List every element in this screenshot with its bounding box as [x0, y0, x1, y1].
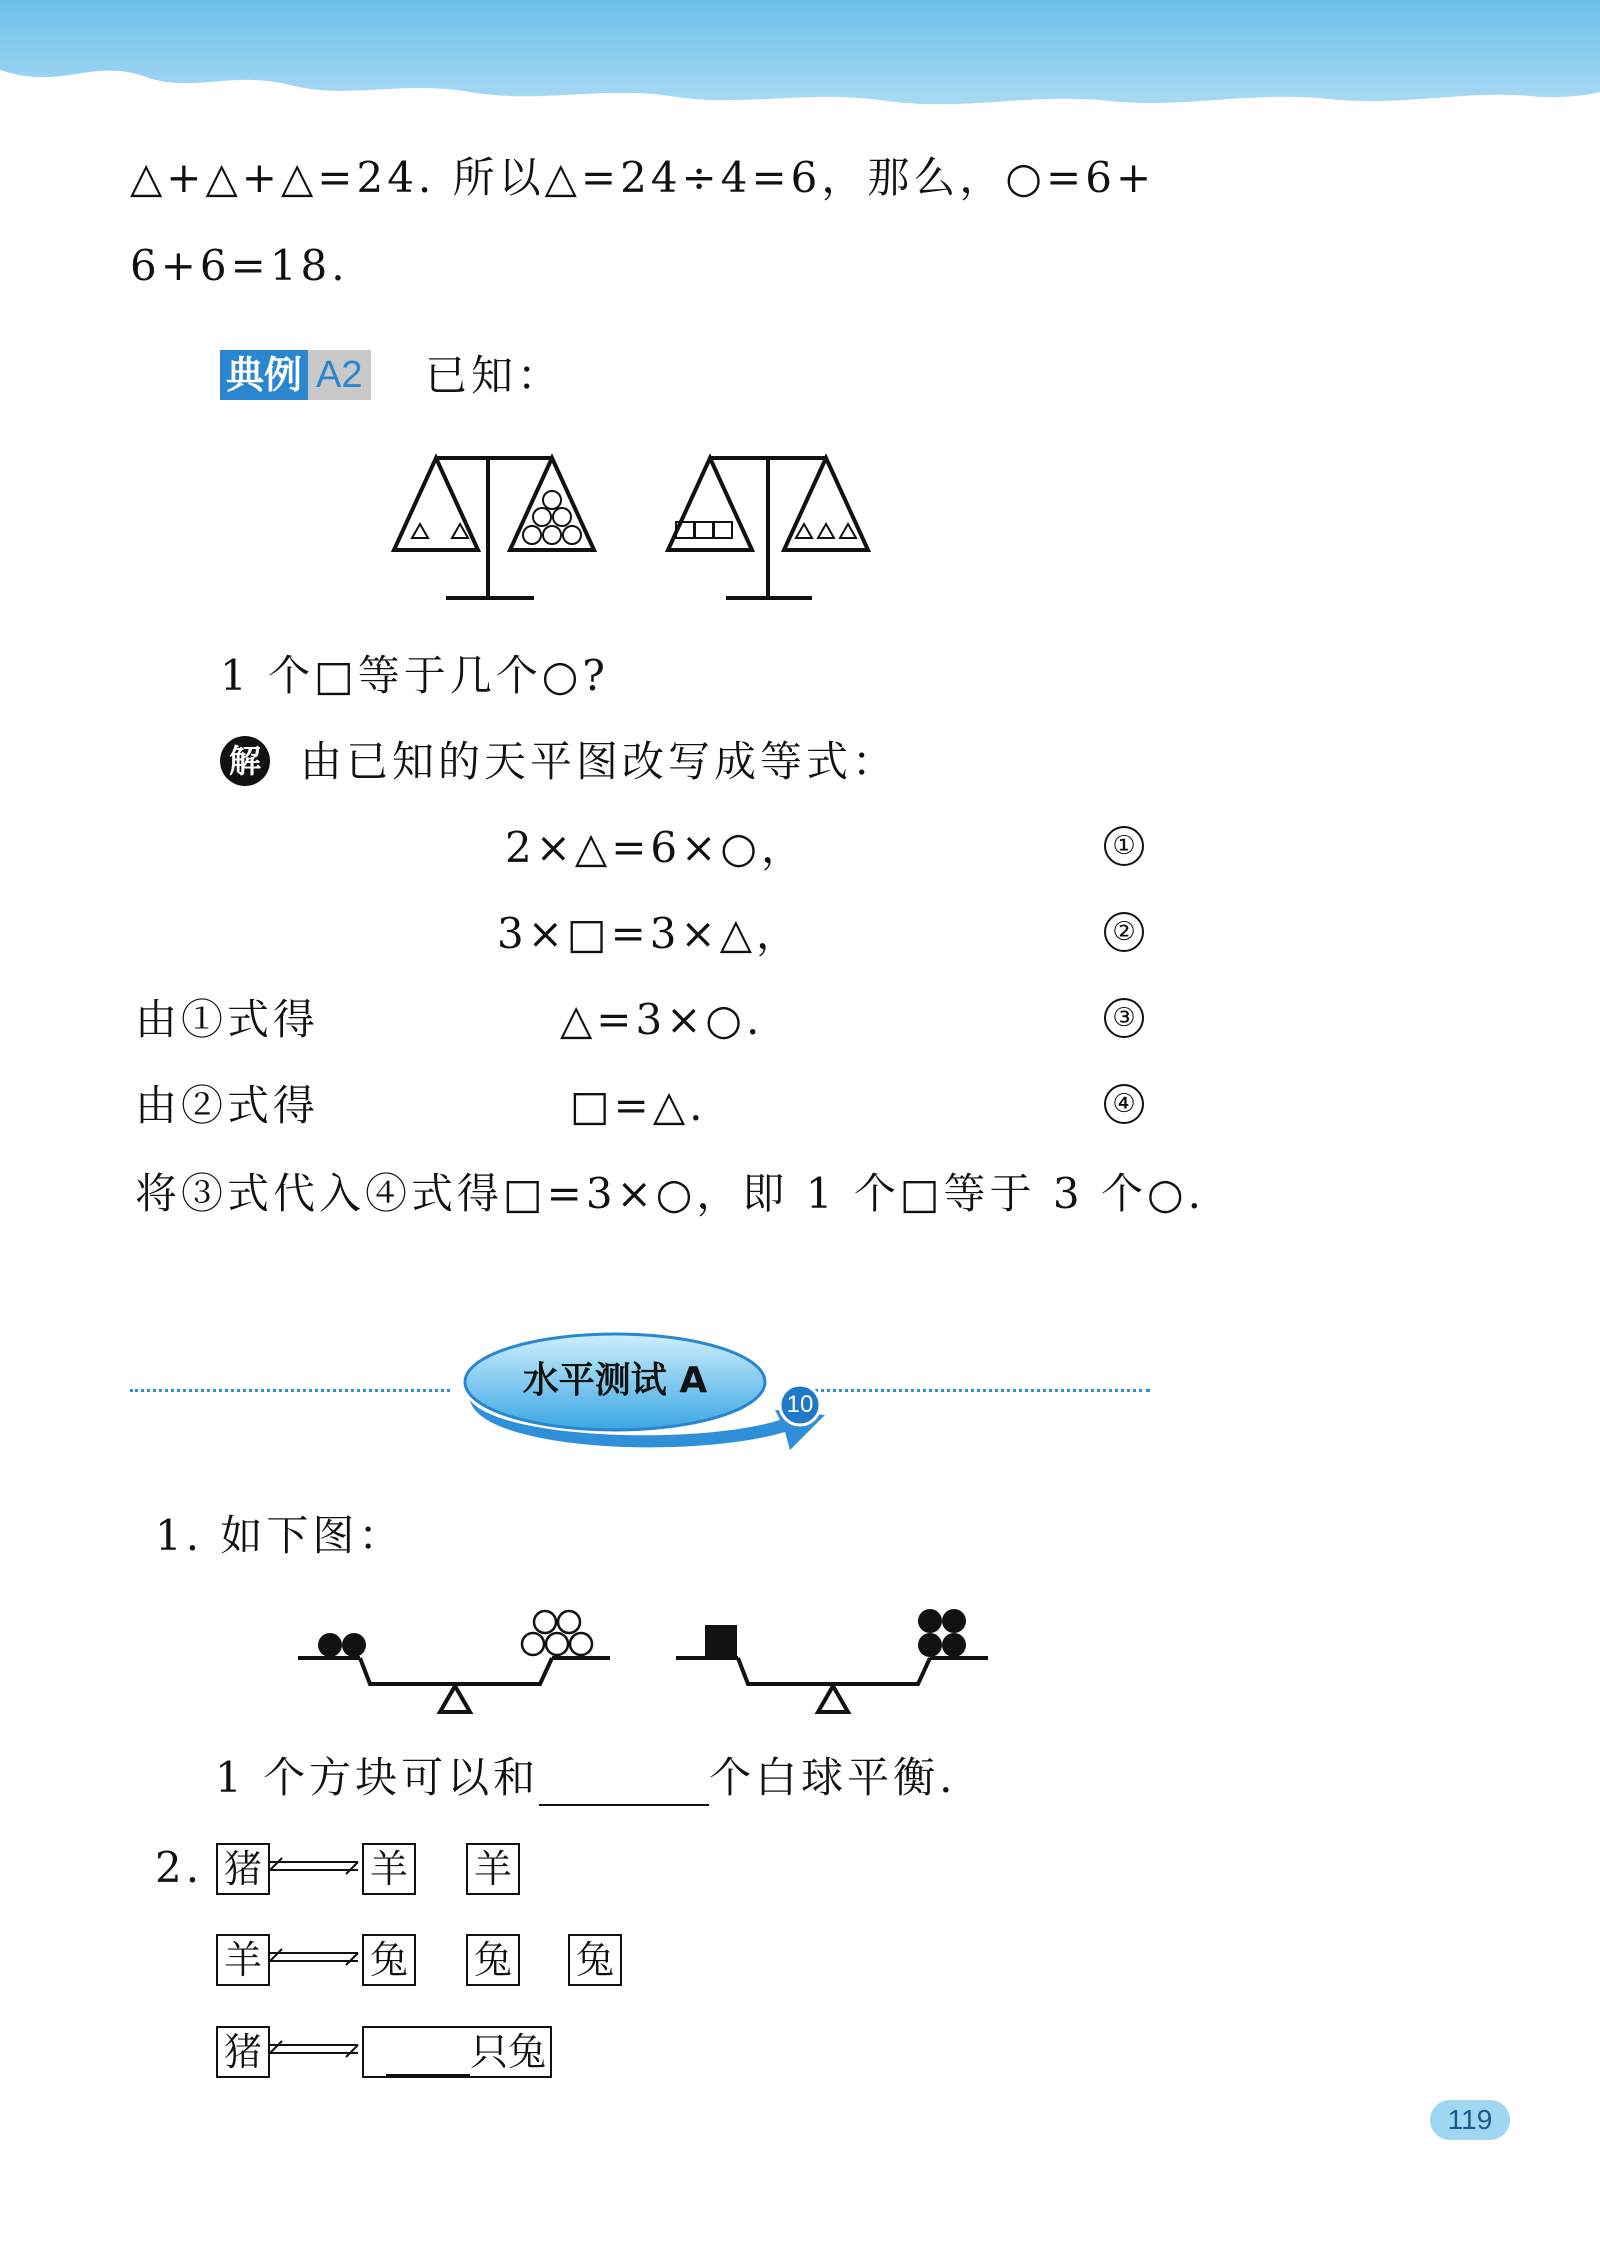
example-question: 1 个□等于几个○?	[220, 651, 609, 700]
solution-badge: 解	[220, 736, 270, 786]
box-sheep-row1-a: 羊	[362, 1843, 416, 1895]
balance-scales-figure	[380, 450, 900, 610]
box-rabbit-answer-label: 只兔	[469, 2030, 546, 2074]
exchange-arrow-icon	[268, 2037, 360, 2061]
continued-text-line-2: 6+6=18.	[130, 241, 349, 290]
equation-1: 2×△=6×○，	[505, 823, 807, 872]
box-rabbit-row2-b: 兔	[466, 1934, 520, 1986]
equation-2-number: ②	[1104, 912, 1144, 952]
test-banner-badge: 10	[786, 1391, 814, 1418]
banner-dotted-rule-right	[790, 1389, 1150, 1392]
equation-4: □=△.	[570, 1081, 707, 1130]
banner-dotted-rule-left	[130, 1389, 450, 1392]
example-given: 已知：	[425, 351, 564, 400]
box-rabbit-answer	[362, 2026, 552, 2078]
equation-4-lead: 由②式得	[135, 1081, 320, 1130]
box-sheep-row1-b: 羊	[466, 1843, 520, 1895]
exchange-arrow-icon	[268, 1945, 360, 1969]
example-conclusion: 将③式代入④式得□=3×○，即 1 个□等于 3 个○.	[135, 1169, 1205, 1218]
header-cloud-band	[0, 0, 1600, 170]
solution-intro: 由已知的天平图改写成等式：	[300, 737, 899, 786]
equation-3-lead: 由①式得	[135, 995, 320, 1044]
equation-1-number: ①	[1104, 826, 1144, 866]
page-number: 119	[1430, 2100, 1510, 2140]
box-pig-row1: 猪	[216, 1843, 270, 1895]
question-1-text	[215, 1750, 956, 1806]
equation-4-number: ④	[1104, 1084, 1144, 1124]
seesaw-figure	[290, 1600, 1000, 1730]
question-1-text-after: 个白球平衡.	[709, 1753, 957, 1802]
example-tag-code: A2	[308, 350, 370, 400]
equation-2: 3×□=3×△，	[497, 909, 803, 958]
question-2-answer-blank[interactable]	[386, 2038, 470, 2076]
box-pig-row3: 猪	[216, 2026, 270, 2078]
example-tag	[220, 350, 371, 400]
box-sheep-row2: 羊	[216, 1934, 270, 1986]
question-2-label: 2.	[155, 1843, 204, 1892]
box-rabbit-row2-a: 兔	[362, 1934, 416, 1986]
example-tag-prefix: 典例	[220, 350, 308, 400]
box-rabbit-row2-c: 兔	[568, 1934, 622, 1986]
question-1-answer-blank[interactable]	[539, 1764, 709, 1806]
question-1-label: 1. 如下图：	[155, 1511, 405, 1560]
equation-3-number: ③	[1104, 998, 1144, 1038]
question-1-text-before: 1 个方块可以和	[215, 1753, 540, 1802]
exchange-arrow-icon	[268, 1854, 360, 1878]
test-banner-title: 水平测试 A	[522, 1360, 708, 1401]
equation-3: △=3×○.	[560, 995, 764, 1044]
continued-text-line-1: △+△+△=24. 所以△=24÷4=6，那么，○=6+	[130, 153, 1156, 202]
